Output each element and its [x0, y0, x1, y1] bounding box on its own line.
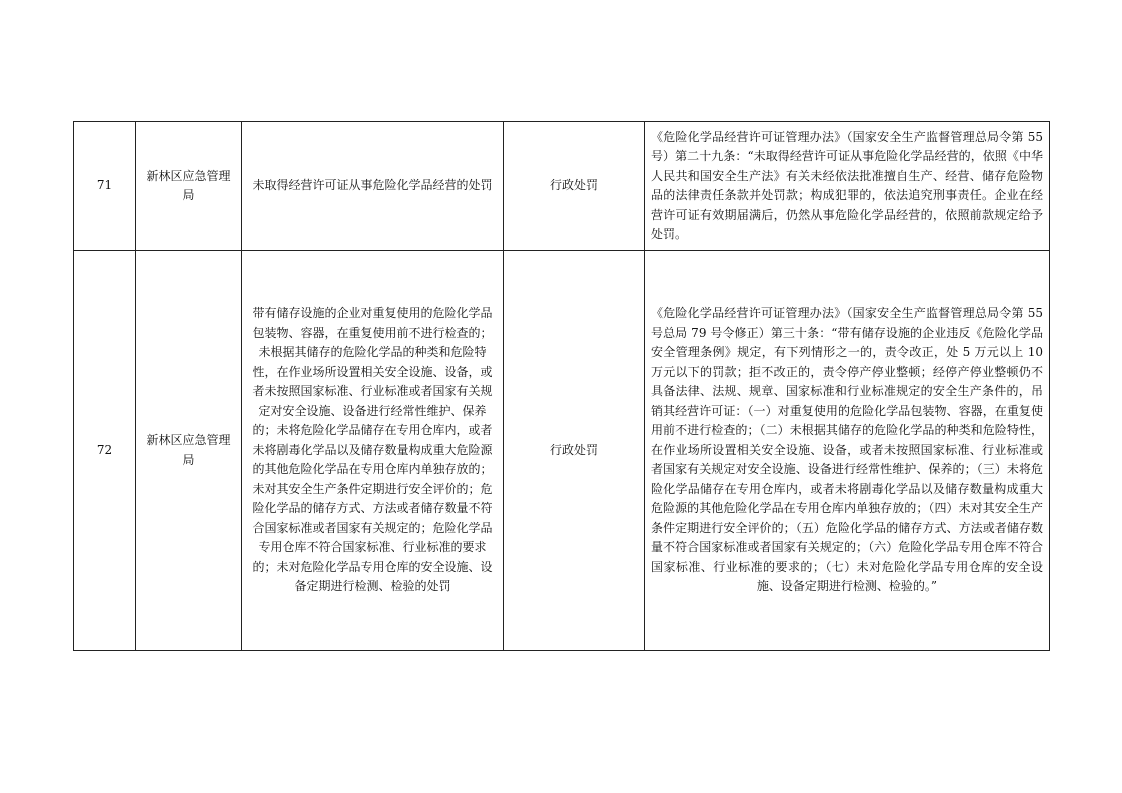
row-number-cell: 72	[74, 251, 136, 651]
power-type-cell: 行政处罚	[504, 122, 645, 251]
legal-basis-cell	[645, 122, 1050, 251]
department-cell: 新林区应急管理局	[136, 122, 242, 251]
row-number-cell: 71	[74, 122, 136, 251]
table-row	[74, 251, 1050, 651]
table-row	[74, 122, 1050, 251]
legal-basis-cell	[645, 251, 1050, 651]
department-cell: 新林区应急管理局	[136, 251, 242, 651]
item-name-cell: 未取得经营许可证从事危险化学品经营的处罚	[242, 122, 504, 251]
item-name-cell: 带有储存设施的企业对重复使用的危险化学品包装物、容器，在重复使用前不进行检查的；未根据其储存的危险化学品的种类和危险特性，在作业场所设置相关安全设施、设备，或者未按照国家标准、行业标准或者国家有关规定对安全设施、设备进行经常性维护、保养的；未将危险化学品储存在专用仓库内，或者未将剧毒化学品以及储存数量构成重大危险源的其他危险化学品在专用仓库内单独存放的；未对其安全生产条件定期进行安全评价的；危险化学品的储存方式、方法或者储存数量不符合国家标准或者国家有关规定的；危险化学品专用仓库不符合国家标准、行业标准的要求的；未对危险化学品专用仓库的安全设施、设备定期进行检测、检验的处罚	[242, 251, 504, 651]
legal-basis-text: 《危险化学品经营许可证管理办法》（国家安全生产监督管理总局令第 55 号总局 79 号令修正）第三十条：“带有储存设施的企业违反《危险化学品安全管理条例》规定，有下列情形之一的，责令改正，处 5 万元以上 10 万元以下的罚款；拒不改正的，责令停产停业整顿；经停产停业整顿仍不具备法律、法规、规章、国家标准和行业标准规定的安全生产条件的，吊销其经营许可证：（一）对重复使用的危险化学品包装物、容器，在重复使用前不进行检查的；（二）未根据其储存的危险化学品的种类和危险特性，在作业场所设置相关安全设施、设备，或者未按照国家标准、行业标准或者国家有关规定对安全设施、设备进行经常性维护、保养的；（三）未将危险化学品储存在专用仓库内，或者未将剧毒化学品以及储存数量构成重大危险源的其他危险化学品在专用仓库内单独存放的；（四）未对其安全生产条件定期进行安全评价的；（五）危险化学品的储存方式、方法或者储存数量不符合国家标准或者国家有关规定的；（六）危险化学品专用仓库不符合国家标准、行业标准的要求的；（七）未对危险化学品专用仓库的安全设施、设备定期进行检测、检验的。”	[651, 306, 1043, 594]
penalty-items-table	[73, 121, 1050, 651]
power-type-cell: 行政处罚	[504, 251, 645, 651]
legal-basis-text: 《危险化学品经营许可证管理办法》（国家安全生产监督管理总局令第 55 号）第二十九条：“未取得经营许可证从事危险化学品经营的，依照《中华人民共和国安全生产法》有关未经依法批准擅自生产、经营、储存危险物品的法律责任条款并处罚款；构成犯罪的，依法追究刑事责任。企业在经营许可证有效期届满后，仍然从事危险化学品经营的，依照前款规定给予处罚。	[651, 129, 1043, 241]
